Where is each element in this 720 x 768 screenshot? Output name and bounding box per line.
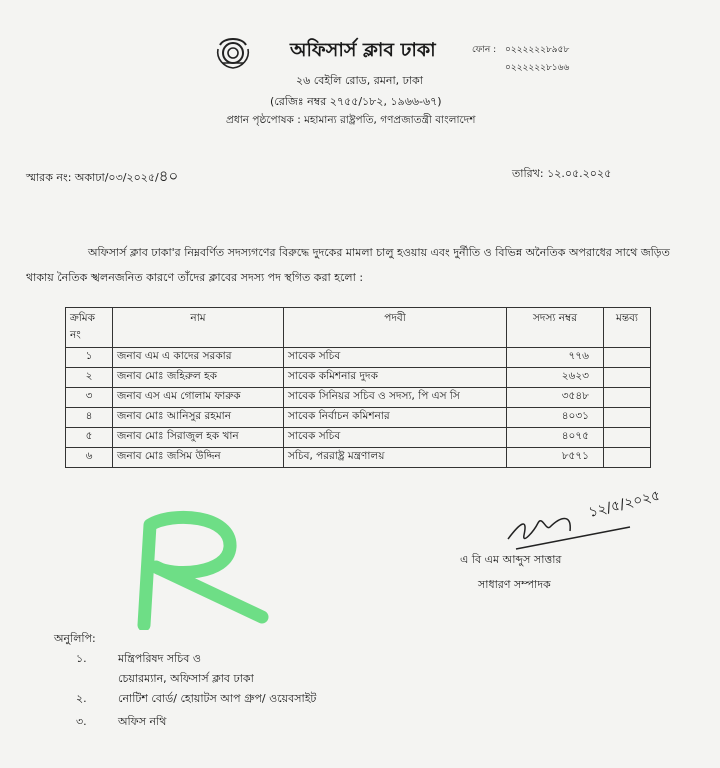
cell-remarks — [604, 348, 651, 368]
cell-designation: সাবেক নির্বাচন কমিশনার — [284, 408, 507, 428]
header-name: নাম — [113, 308, 284, 348]
cell-remarks — [604, 388, 651, 408]
table-header-row — [66, 308, 651, 348]
cell-member-no: ৪০৭৫ — [507, 428, 604, 448]
cell-designation: সাবেক সচিব — [284, 428, 507, 448]
copy-to-text: অফিস নথি — [118, 715, 167, 728]
table-row — [66, 388, 651, 408]
org-address: ২৬ বেইলি রোড, রমনা, ঢাকা — [296, 74, 423, 87]
cell-serial: ৪ — [66, 408, 113, 428]
header-remarks: মন্তব্য — [604, 308, 651, 348]
cell-member-no: ৪০৩১ — [507, 408, 604, 428]
chief-patron: প্রধান পৃষ্ঠপোষক : মহামান্য রাষ্ট্রপতি, গণপ্রজাতন্ত্রী বাংলাদেশ — [226, 114, 476, 126]
phone-number-2: ০২২২২২২৮১৬৬ — [505, 63, 570, 73]
copy-to-text: মন্ত্রিপরিষদ সচিব ও — [118, 652, 201, 665]
club-logo-icon — [214, 33, 252, 71]
copy-to-item — [76, 713, 166, 732]
notice-body: অফিসার্স ক্লাব ঢাকা'র নিম্নবর্ণিত সদস্যগণের বিরুদ্ধে দুদকের মামলা চালু হওয়ায় এবং দুর্নীতি ও বিভিন্ন অনৈতিক অপরাধের সাথে জড়িত থাকায় নৈতিক স্খলনজনিত কারণে তাঁদের ক্লাবের সদস্য পদ স্থগিত করা হলো : — [26, 246, 670, 284]
copy-to-item — [76, 650, 201, 669]
table-row — [66, 408, 651, 428]
members-table — [65, 307, 651, 468]
copy-to-number: ৩. — [76, 715, 87, 728]
memo-number: ৪০ — [158, 167, 179, 185]
cell-remarks — [604, 448, 651, 468]
cell-serial: ১ — [66, 348, 113, 368]
table-row — [66, 368, 651, 388]
memo-label: স্মারক নং: অকাঢা/০৩/২০২৫/ — [26, 171, 159, 184]
cell-serial: ৬ — [66, 448, 113, 468]
memo-reference — [26, 165, 178, 190]
cell-remarks — [604, 408, 651, 428]
cell-serial: ৩ — [66, 388, 113, 408]
cell-serial: ৫ — [66, 428, 113, 448]
cell-name: জনাব মোঃ সিরাজুল হক খান — [113, 428, 284, 448]
signatory-name: এ বি এম আব্দুস সাত্তার — [460, 553, 562, 566]
copy-to-number: ২. — [76, 692, 87, 705]
cell-designation: সচিব, পররাষ্ট্র মন্ত্রণালয় — [284, 448, 507, 468]
cell-serial: ২ — [66, 368, 113, 388]
phone-number-1: ০২২২২২২৮৯৫৮ — [505, 45, 570, 55]
cell-member-no: ৭৭৬ — [507, 348, 604, 368]
cell-member-no: ৮৫৭১ — [507, 448, 604, 468]
header-member-no: সদস্য নম্বর — [507, 308, 604, 348]
cell-remarks — [604, 428, 651, 448]
phone-label: ফোন : — [472, 45, 497, 55]
cell-designation: সাবেক কমিশনার দুদক — [284, 368, 507, 388]
table-row — [66, 348, 651, 368]
cell-name: জনাব মোঃ আনিসুর রহমান — [113, 408, 284, 428]
cell-name: জনাব এস এম গোলাম ফারুক — [113, 388, 284, 408]
cell-name: জনাব এম এ কাদের সরকার — [113, 348, 284, 368]
copy-to-item-continuation: চেয়ারম্যান, অফিসার্স ক্লাব ঢাকা — [118, 672, 254, 685]
header-serial: ক্রমিক নং — [66, 308, 113, 348]
copy-to-item — [76, 690, 316, 709]
cell-designation: সাবেক সিনিয়র সচিব ও সদস্য, পি এস সি — [284, 388, 507, 408]
green-r-mark-icon — [112, 505, 282, 630]
org-name: অফিসার্স ক্লাব ঢাকা — [290, 39, 436, 61]
cell-remarks — [604, 368, 651, 388]
memo-date: তারিখ: ১২.০৫.২০২৫ — [512, 167, 612, 180]
copy-to-number: ১. — [76, 652, 87, 665]
signatory-title: সাধারণ সম্পাদক — [478, 578, 551, 591]
cell-member-no: ২৬২৩ — [507, 368, 604, 388]
table-row — [66, 428, 651, 448]
copy-to-text: নোটিশ বোর্ড/ হোয়াটস আপ গ্রুপ/ ওয়েবসাইট — [118, 692, 317, 705]
cell-designation: সাবেক সচিব — [284, 348, 507, 368]
cell-name: জনাব মোঃ জহিরুল হক — [113, 368, 284, 388]
cell-member-no: ৩৫৪৮ — [507, 388, 604, 408]
registration-number: (রেজিঃ নম্বর ২৭৫৫/১৮২, ১৯৬৬-৬৭) — [270, 95, 442, 108]
table-row — [66, 448, 651, 468]
copy-to-heading: অনুলিপি: — [54, 632, 96, 645]
cell-name: জনাব মোঃ জসিম উদ্দিন — [113, 448, 284, 468]
header-designation: পদবী — [284, 308, 507, 348]
signature-date: ১২/৫/২০২৫ — [587, 487, 662, 521]
